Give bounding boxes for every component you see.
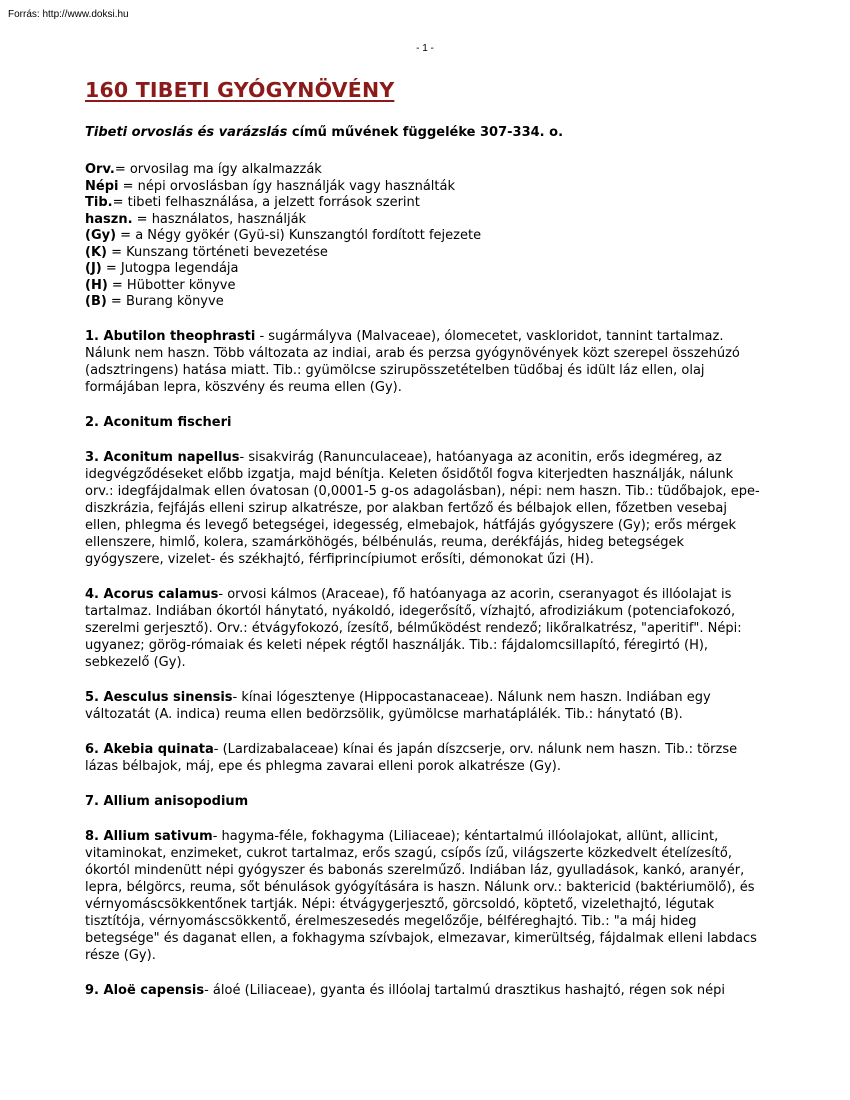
abbreviation-item: Tib.= tibeti felhasználása, a jelzett források szerint (85, 195, 420, 211)
subtitle-rest: című művének függeléke 307-334. o. (287, 124, 564, 140)
abbreviation-item: (B) = Burang könyve (85, 294, 224, 310)
plant-name: 5. Aesculus sinensis (85, 689, 233, 705)
plant-description: - hagyma-féle, fokhagyma (Liliaceae); kéntartalmú illóolajokat, allünt, allicint, vitaminokat, enzimeket, cukrot tartalmaz, erős szagú, csípős ízű, világszerte közkedvelt ételízesítő, ókortól mindenütt népi gyógyszer és babonás szerelműző. Indiában láz, gyulladások, kankó, aranyér, lepra, bélgörcs, reuma, sőt bénulások gyógyítására is haszn. Nálunk orv.: baktericid (baktériumölő), és vérnyomáscsökkentőnek tartják. Népi: étvágygerjesztő, görcsoldó, köptető, vizelethajtó, légutak tisztítója, vérnyomáscsökkentő, érelmeszesedés megelőzője, bélféreghajtó. Tib.: "a máj hideg betegsége" és daganat ellen, a fokhagyma szívbajok, elmezavar, kimerültség, fájdalmak elleni labdacs része (Gy). (85, 828, 757, 963)
plant-description: - orvosi kálmos (Araceae), fő hatóanyaga az acorin, cseranyagot és illóolajat is tartalmaz. Indiában ókortól hánytató, nyákoldó, idegerősítő, vízhajtó, afrodiziákum (potenciafokozó, szerelmi gerjesztő). Orv.: étvágyfokozó, ízesítő, bélműködést rendező; likőralkatrész, "aperitif". Népi: ugyanez; görög-rómaiak és keleti népek régtől használják. Tib.: fájdalomcsillapító, féregirtó (H), sebkezelő (Gy). (85, 586, 742, 670)
plant-name: 2. Aconitum fischeri (85, 414, 232, 430)
abbreviation-item: (H) = Hübotter könyve (85, 277, 236, 293)
plant-name: 3. Aconitum napellus (85, 449, 240, 465)
abbreviation-item: (K) = Kunszang történeti bevezetése (85, 244, 328, 260)
plant-name: 6. Akebia quinata (85, 741, 214, 757)
plant-entry (85, 414, 765, 431)
page-title: 160 TIBETI GYÓGYNÖVÉNY (85, 78, 395, 102)
plant-description: - áloé (Liliaceae), gyanta és illóolaj tartalmú drasztikus hashajtó, régen sok népi (204, 982, 725, 998)
plant-entry (85, 828, 765, 964)
plant-entry (85, 982, 765, 999)
plant-description: - sugármályva (Malvaceae), ólomecetet, vaskloridot, tannint tartalmaz. Nálunk nem haszn. Több változata az indiai, arab és perzsa gyógynövények közt szerepel összehúzó (adsztringens) hatása miatt. Tib.: gyümölcse szirupösszetételben tüdőbaj és idült láz ellen, olaj formájában lepra, köszvény és reuma ellen (Gy). (85, 328, 740, 395)
plant-name: 9. Aloë capensis (85, 982, 205, 998)
plant-description: - (Lardizabalaceae) kínai és japán díszcserje, orv. nálunk nem haszn. Tib.: törzse lázas bélbajok, máj, epe és phlegma zavarai elleni porok alkatrésze (Gy). (85, 741, 738, 774)
plant-entry (85, 689, 765, 723)
plant-entry (85, 328, 765, 396)
plant-description: - sisakvirág (Ranunculaceae), hatóanyaga az aconitin, erős idegméreg, az idegvégződéseket előbb izgatja, majd bénítja. Keleten ősidőtől fogva kiterjedten használják, nálunk orv.: idegfájdalmak ellen óvatosan (0,0001-5 g-os adagolásban), népi: nem haszn. Tib.: tüdőbajok, epe-diszkrázia, fejfájás elleni szirup alkatrésze, por alakban fertőző és bélbajok ellen, főzetben vesebaj ellen, phlegma és levegő betegségei, idegesség, elmebajok, hátfájás gyógyszere (Gy); erős mérgek ellenszere, himlő, kolera, szamárköhögés, bélbénulás, reuma, derékfájás, hideg betegségek gyógyszere, vizelet- és székhajtó, férfiprincípiumot erősíti, démonokat űzi (H). (85, 449, 760, 567)
book-title: Tibeti orvoslás és varázslás (85, 124, 288, 140)
plant-entry (85, 741, 765, 775)
abbreviation-item: Népi = népi orvoslásban így használják vagy használták (85, 178, 456, 194)
abbreviation-item: (J) = Jutogpa legendája (85, 261, 239, 277)
plant-entry (85, 449, 765, 568)
plant-entry (85, 793, 765, 810)
subtitle (85, 125, 765, 142)
plant-entry (85, 586, 765, 671)
plant-name: 8. Allium sativum (85, 828, 213, 844)
abbreviation-item: (Gy) = a Négy gyökér (Gyü-si) Kunszangtól fordított fejezete (85, 228, 482, 244)
abbreviation-list (85, 162, 765, 311)
plant-name: 7. Allium anisopodium (85, 793, 249, 809)
plant-name: 1. Abutilon theophrasti (85, 328, 256, 344)
abbreviation-item: haszn. = használatos, használják (85, 211, 307, 227)
abbreviation-item: Orv.= orvosilag ma így alkalmazzák (85, 162, 322, 178)
plant-name: 4. Acorus calamus (85, 586, 219, 602)
source-label: Forrás: http://www.doksi.hu (8, 9, 129, 20)
document-body (85, 78, 765, 999)
plant-description: - kínai lógesztenye (Hippocastanaceae). Nálunk nem haszn. Indiában egy változatát (A. indica) reuma ellen bedörzsölik, gyümölcse marhatáplálék. Tib.: hánytató (B). (85, 689, 711, 722)
page-number: - 1 - (416, 43, 434, 54)
